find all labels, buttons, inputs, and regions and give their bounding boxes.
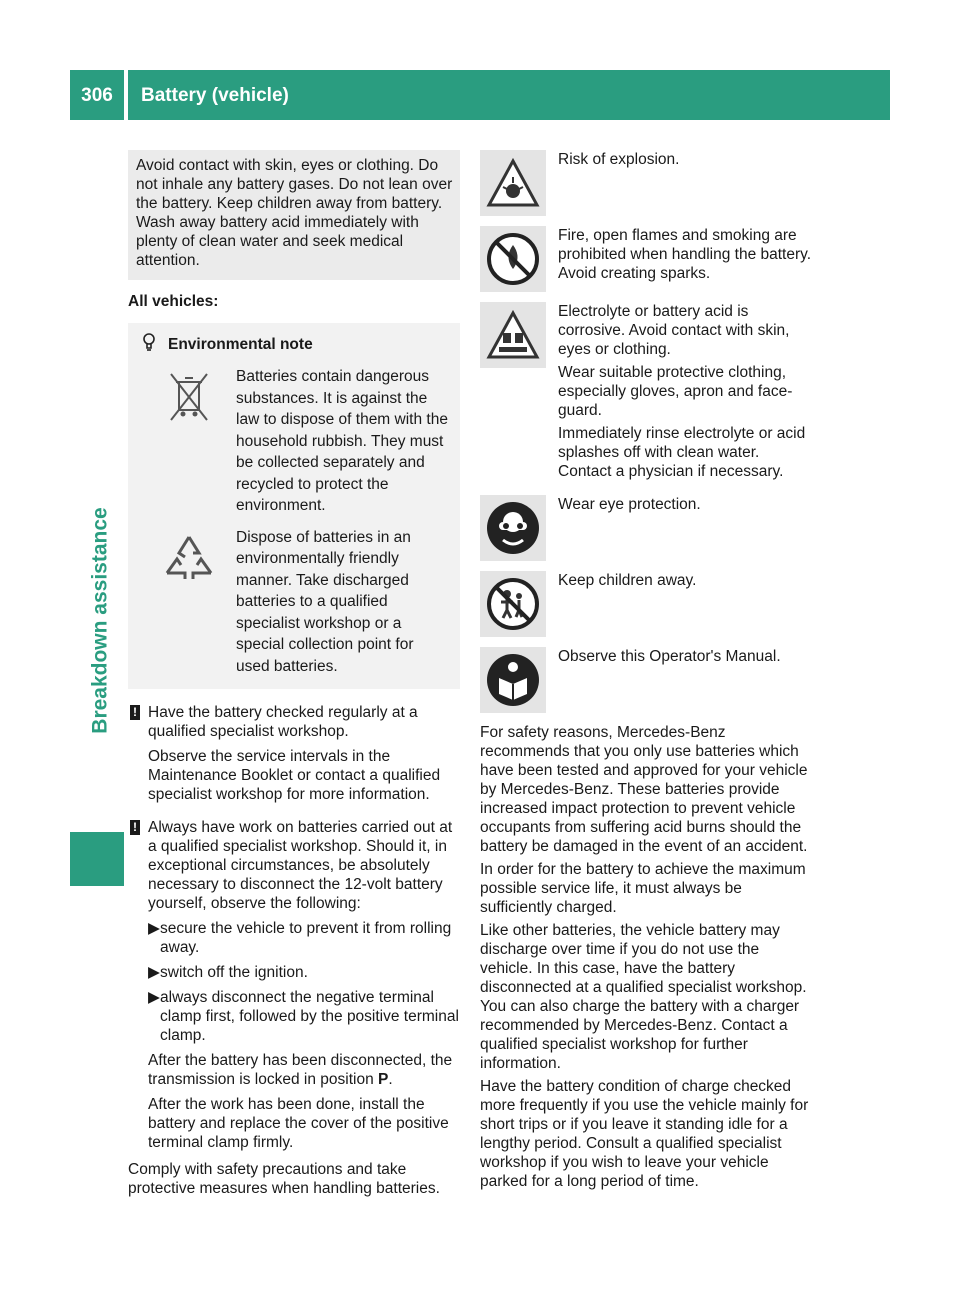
env-item-text: Dispose of batteries in an environmentally friendly manner. Take discharged batteries to a qualified specialist workshop or a special collection point for used batteries. (236, 528, 414, 675)
list-item (148, 988, 460, 1045)
bullet-icon: ▶ (148, 920, 160, 937)
warning-box (128, 150, 460, 280)
body-paragraph: For safety reasons, Mercedes-Benz recommends that you only use batteries which have been tested and approved for your vehicle by Mercedes-Benz. These batteries provide increased impact protection to prevent vehicle occupants from suffering acid burns should the battery be damaged in the event of an accident. (480, 724, 808, 855)
page-number: 306 (70, 70, 124, 120)
note-warning (128, 818, 460, 1158)
symbol-text: Immediately rinse electrolyte or acid splashes off with clean water. Contact a physician if necessary. (558, 425, 806, 480)
read-manual-icon (480, 647, 546, 713)
symbol-row (480, 302, 812, 485)
note-text: Always have work on batteries carried out at a qualified specialist workshop. Should it, in exceptional circumstances, be absolutely necessary to disconnect the 12-volt battery yourself, observe the following: (148, 819, 453, 912)
list-item-text: secure the vehicle to prevent it from rolling away. (160, 920, 452, 956)
symbol-row (480, 150, 812, 216)
note-text: Observe the service intervals in the Maintenance Booklet or contact a qualified specialist workshop for more information. (148, 748, 441, 803)
keep-children-away-icon (480, 571, 546, 637)
env-item (142, 527, 450, 678)
all-vehicles-heading: All vehicles: (128, 293, 219, 310)
note-warning (128, 703, 460, 810)
symbol-text: Electrolyte or battery acid is corrosive. Avoid contact with skin, eyes or clothing. (558, 303, 790, 358)
page-title: Battery (vehicle) (128, 70, 890, 120)
environmental-note (128, 323, 460, 689)
body-paragraph: Have the battery condition of charge checked more frequently if you use the vehicle mainly for short trips or if you leave it standing idle for a lengthy period. Consult a qualified specialist workshop if you wish to leave your vehicle parked for a long period of time. (480, 1078, 809, 1190)
symbol-text: Wear eye protection. (558, 496, 701, 513)
left-column (128, 150, 460, 1202)
lightbulb-icon (142, 333, 156, 356)
list-item (148, 963, 460, 982)
eye-protection-icon (480, 495, 546, 561)
symbol-text: Observe this Operator's Manual. (558, 648, 781, 665)
symbol-text: Wear suitable protective clothing, especially gloves, apron and face-guard. (558, 364, 793, 419)
warning-text: Avoid contact with skin, eyes or clothing. Do not inhale any battery gases. Do not lean over the battery. Keep children away from battery. Wash away battery acid immediately with plenty of clean water and seek medical attention. (136, 157, 453, 269)
closing-text: Comply with safety precautions and take protective measures when handling batteries. (128, 1161, 440, 1197)
env-item (142, 366, 450, 517)
explosion-icon (480, 150, 546, 216)
recycle-icon (142, 527, 236, 678)
symbol-row (480, 647, 812, 713)
corrosive-icon (480, 302, 546, 368)
note-text: Have the battery checked regularly at a qualified specialist workshop. (148, 704, 418, 740)
note-text-part: . (388, 1071, 393, 1088)
symbol-row (480, 495, 812, 561)
list-item-text: switch off the ignition. (160, 964, 308, 981)
symbol-row (480, 226, 812, 292)
exclamation-icon: ! (130, 820, 140, 835)
env-item-text: Batteries contain dangerous substances. It is against the law to dispose of them with the household rubbish. They must be collected separately and recycled to protect the environment. (236, 368, 448, 514)
symbol-text: Risk of explosion. (558, 151, 680, 168)
body-paragraph: Like other batteries, the vehicle battery may discharge over time if you do not use the vehicle. In this case, have the battery disconnected at a qualified specialist workshop. You can also charge the battery with a charger recommended by Mercedes-Benz. Contact a qualified specialist workshop for further information. (480, 922, 807, 1072)
note-text (148, 1051, 460, 1089)
crossed-bin-icon (142, 366, 236, 517)
section-tab-label: Breakdown assistance (88, 506, 112, 734)
environmental-note-label: Environmental note (168, 336, 313, 353)
no-fire-icon (480, 226, 546, 292)
symbol-row (480, 571, 812, 637)
symbol-text: Keep children away. (558, 572, 697, 589)
bullet-icon: ▶ (148, 989, 160, 1006)
list-item (148, 919, 460, 957)
position-label: P (378, 1071, 389, 1088)
environmental-note-title (142, 333, 450, 356)
body-paragraph: In order for the battery to achieve the maximum possible service life, it must always be sufficiently charged. (480, 861, 806, 916)
section-marker (70, 832, 124, 886)
section-tab (86, 460, 114, 780)
bullet-icon: ▶ (148, 964, 160, 981)
exclamation-icon: ! (130, 705, 140, 720)
note-text: After the work has been done, install the battery and replace the cover of the positive terminal clamp firmly. (148, 1096, 449, 1151)
note-text-part: After the battery has been disconnected, the transmission is locked in position (148, 1052, 453, 1088)
list-item-text: always disconnect the negative terminal clamp first, followed by the positive terminal clamp. (160, 989, 459, 1044)
right-column (480, 150, 812, 1195)
symbol-text: Fire, open flames and smoking are prohibited when handling the battery. Avoid creating sparks. (558, 227, 812, 282)
